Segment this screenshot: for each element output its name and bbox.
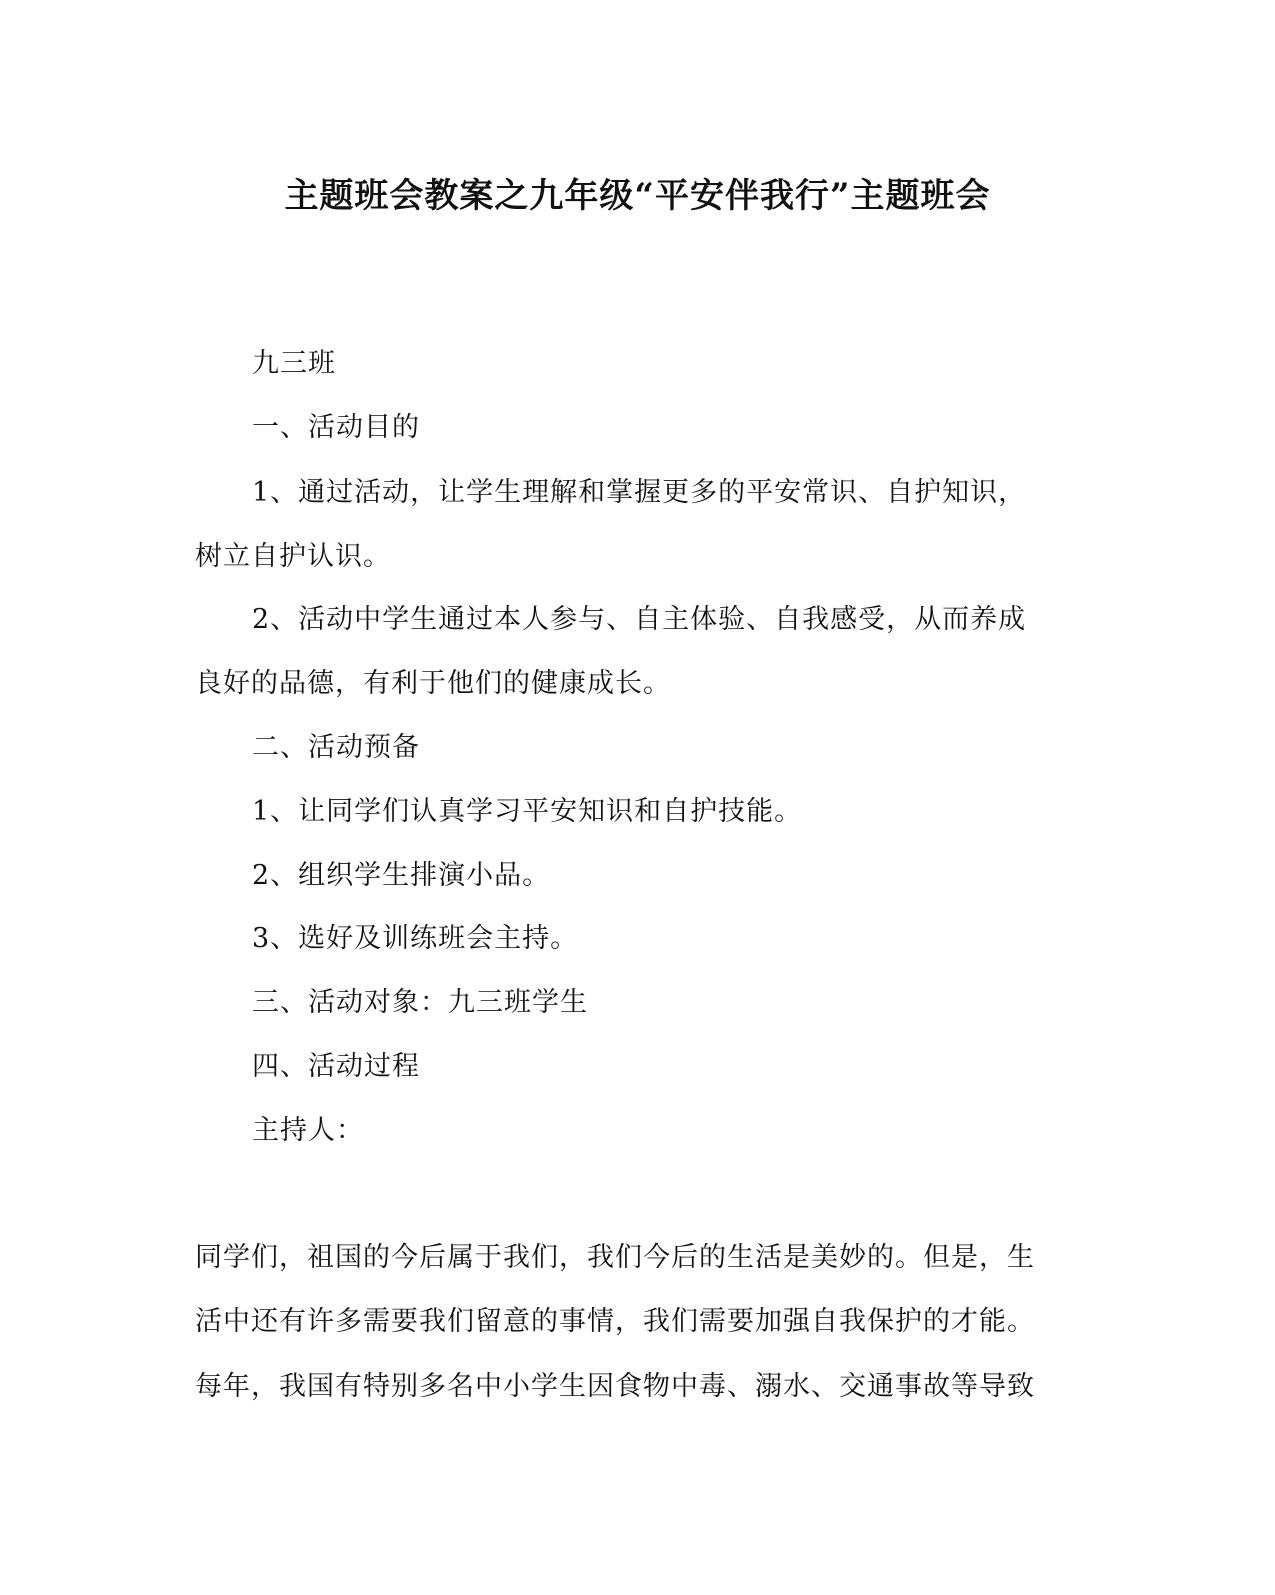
list-item: 2、组织学生排演小品。 bbox=[252, 860, 551, 891]
paragraph-line: 活中还有许多需要我们留意的事情，我们需要加强自我保护的才能。 bbox=[195, 1306, 1035, 1337]
section-heading-audience: 三、活动对象：九三班学生 bbox=[252, 987, 588, 1018]
paragraph-line: 良好的品德，有利于他们的健康成长。 bbox=[195, 668, 671, 699]
list-item: 3、选好及训练班会主持。 bbox=[252, 923, 579, 954]
host-label: 主持人： bbox=[252, 1115, 364, 1146]
section-heading-purpose: 一、活动目的 bbox=[252, 412, 420, 443]
paragraph-line: 树立自护认识。 bbox=[195, 541, 391, 572]
section-heading-process: 四、活动过程 bbox=[252, 1051, 420, 1082]
paragraph-line: 1、通过活动，让学生理解和掌握更多的平安常识、自护知识， bbox=[252, 477, 1027, 508]
class-name-line: 九三班 bbox=[252, 348, 336, 379]
paragraph-line: 每年，我国有特别多名中小学生因食物中毒、溺水、交通事故等导致 bbox=[195, 1371, 1035, 1402]
section-heading-preparation: 二、活动预备 bbox=[252, 732, 420, 763]
paragraph-line: 同学们，祖国的今后属于我们，我们今后的生活是美妙的。但是，生 bbox=[195, 1242, 1035, 1273]
list-item: 1、让同学们认真学习平安知识和自护技能。 bbox=[252, 796, 803, 827]
paragraph-line: 2、活动中学生通过本人参与、自主体验、自我感受，从而养成 bbox=[252, 604, 1027, 635]
document-title: 主题班会教案之九年级“平安伴我行”主题班会 bbox=[284, 176, 991, 216]
